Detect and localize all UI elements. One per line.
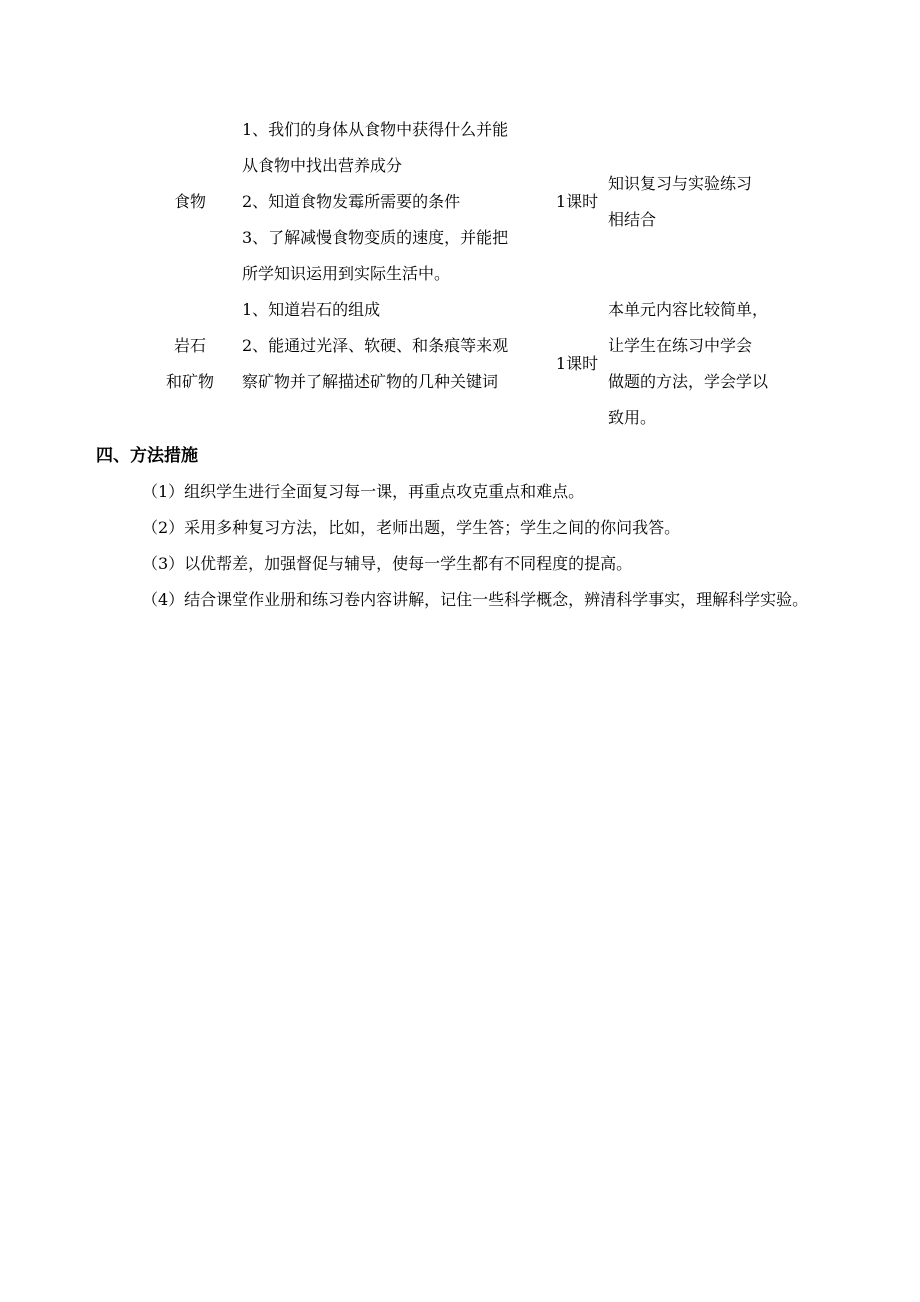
- goal-line: 察矿物并了解描述矿物的几种关键词: [242, 372, 499, 391]
- method-line: 知识复习与实验练习: [608, 174, 753, 193]
- goals-cell: [242, 292, 562, 400]
- goal-line: 1、知道岩石的组成: [242, 300, 381, 319]
- goal-line: 所学知识运用到实际生活中。: [242, 264, 451, 283]
- measure-item: （1）组织学生进行全面复习每一课，再重点攻克重点和难点。: [142, 482, 585, 501]
- method-cell: [608, 292, 798, 436]
- method-line: 让学生在练习中学会: [608, 336, 753, 355]
- method-line: 本单元内容比较简单，: [608, 300, 769, 319]
- method-line: 做题的方法，学会学以: [608, 372, 769, 391]
- measure-item: （2）采用多种复习方法，比如，老师出题，学生答；学生之间的你问我答。: [142, 518, 681, 537]
- unit-cell: [148, 184, 232, 220]
- goal-line: 2、能通过光泽、软硬、和条痕等来观: [242, 336, 509, 355]
- unit-cell: [148, 328, 232, 400]
- method-cell: [608, 166, 798, 238]
- unit-name: 岩石: [173, 336, 206, 355]
- measures-list: [96, 474, 826, 618]
- hours-cell: [548, 184, 606, 220]
- section-heading: 四、方法措施: [96, 446, 198, 466]
- goals-cell: [242, 112, 562, 292]
- hours-value: 1课时: [555, 192, 599, 211]
- method-line: 相结合: [608, 210, 657, 229]
- measure-item: （3）以优帮差，加强督促与辅导，使每一学生都有不同程度的提高。: [142, 554, 633, 573]
- goal-line: 1、我们的身体从食物中获得什么并能: [242, 120, 509, 139]
- hours-value: 1课时: [555, 354, 599, 373]
- method-line: 致用。: [608, 408, 657, 427]
- goal-line: 3、了解减慢食物变质的速度，并能把: [242, 228, 509, 247]
- hours-cell: [548, 346, 606, 382]
- goal-line: 2、知道食物发霉所需要的条件: [242, 192, 461, 211]
- goal-line: 从食物中找出营养成分: [242, 156, 403, 175]
- unit-name: 和矿物: [165, 372, 214, 391]
- measure-item: （4）结合课堂作业册和练习卷内容讲解，记住一些科学概念，辨清科学事实，理解科学实验。: [142, 590, 809, 609]
- unit-name: 食物: [173, 192, 206, 211]
